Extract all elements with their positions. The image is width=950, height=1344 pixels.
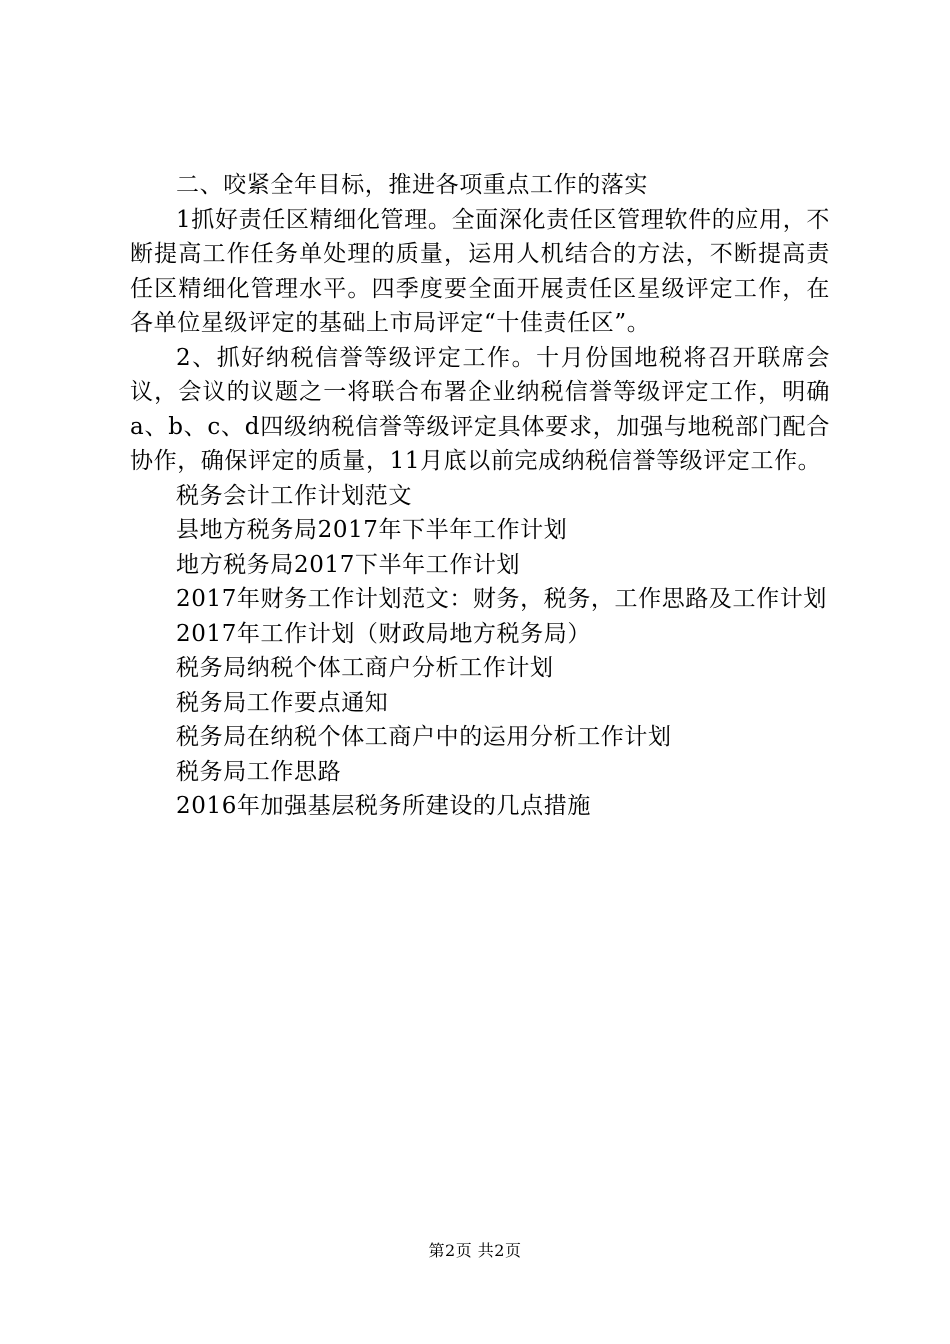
section-heading: 二、咬紧全年目标，推进各项重点工作的落实 (176, 172, 648, 198)
related-link-8[interactable]: 税务局在纳税个体工商户中的运用分析工作计划 (176, 724, 672, 750)
related-link-2[interactable]: 县地方税务局2017年下半年工作计划 (176, 517, 568, 543)
paragraph-item-2: 2、抓好纳税信誉等级评定工作。十月份国地税将召开联席会议，会议的议题之一将联合布署企业纳税信誉等级评定工作，明确a、b、c、d四级纳税信誉等级评定具体要求，加强与地税部门配合协作，确保评定的质量，11月底以前完成纳税信誉等级评定工作。 (130, 344, 830, 474)
paragraph-item-1: 1抓好责任区精细化管理。全面深化责任区管理软件的应用，不断提高工作任务单处理的质量，运用人机结合的方法，不断提高责任区精细化管理水平。四季度要全面开展责任区星级评定工作，在各单位星级评定的基础上市局评定“十佳责任区”。 (130, 206, 830, 336)
related-link-6[interactable]: 税务局纳税个体工商户分析工作计划 (176, 655, 554, 681)
related-link-4[interactable]: 2017年财务工作计划范文：财务，税务，工作思路及工作计划 (176, 586, 827, 612)
related-link-1[interactable]: 税务会计工作计划范文 (176, 482, 412, 509)
related-link-5[interactable]: 2017年工作计划（财政局地方税务局） (176, 620, 591, 647)
document-body (130, 168, 830, 824)
related-link-9[interactable]: 税务局工作思路 (176, 758, 342, 785)
related-link-10[interactable]: 2016年加强基层税务所建设的几点措施 (176, 793, 591, 819)
related-link-3[interactable]: 地方税务局2017下半年工作计划 (176, 551, 521, 578)
page-number-footer: 第2页 共2页 (428, 1241, 522, 1260)
related-link-7[interactable]: 税务局工作要点通知 (176, 689, 389, 716)
